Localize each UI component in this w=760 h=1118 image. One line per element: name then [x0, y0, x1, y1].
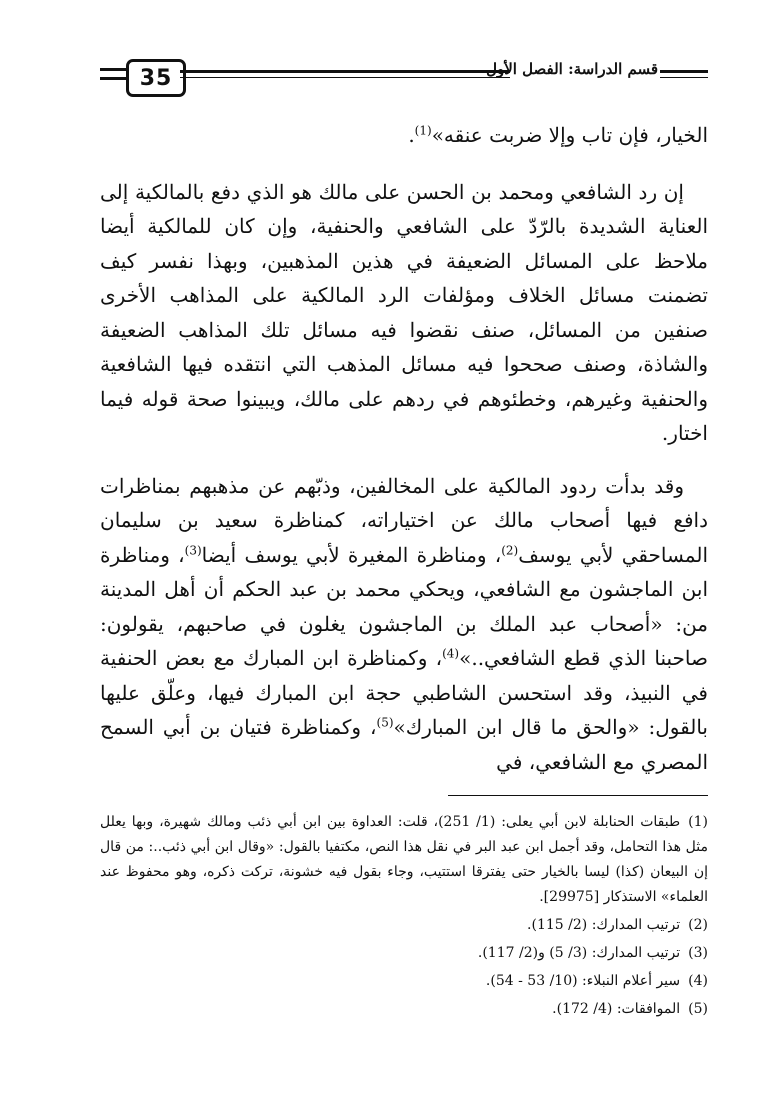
header-rule-left-lower	[100, 77, 126, 80]
p3-part-c: ، ومناظرة ابن الماجشون مع الشافعي، ويحكي محمد بن عبد الحكم أن أهل المدينة من: «أصحاب عبد الملك بن الماجشون يغلون في صاحبهم، يقولون: صاحبنا الذي قطع الشافعي..»	[100, 542, 708, 670]
p1-text: الخيار، فإن تاب وإلا ضربت عنقه»	[431, 123, 708, 147]
footnote-ref-4: (4)	[442, 646, 460, 661]
header-rule-right	[660, 70, 708, 73]
p3-part-d: ، وكمناظرة ابن المبارك مع بعض الحنفية في النبيذ، وقد استحسن الشاطبي حجة ابن المبارك فيها، وعلّق عليها بالقول: «والحق ما قال ابن المبارك»	[100, 646, 708, 739]
p3-part-b: ، ومناظرة المغيرة لأبي يوسف أيضا	[201, 542, 502, 567]
footnote-ref-3: (3)	[184, 542, 202, 557]
footnote-text: ترتيب المدارك: (3/ 5) و(2/ 117).	[477, 945, 681, 961]
header-rule-left	[100, 68, 126, 71]
main-text	[100, 118, 708, 797]
footnote-text: طبقات الحنابلة لابن أبي يعلى: (1/ 251)، قلت: العداوة بين ابن أبي ذئب ومالك شهيرة، وبها يعلل مثل هذا التحامل، وقد أجمل ابن عبد البر في نقل هذا النص، مكتفيا بالقول: «وقال ابن أبي ذئب..: من قال إن البيعان (كذا) ليسا بالخيار حتى يفترقا استتيب، وجاء بقول فيه خشونة، تركت ذكره، وهو محفوظ عند العلماء» الاستذكار [29975].	[100, 814, 708, 905]
header-rule-right-lower	[660, 77, 708, 78]
p1-tail: .	[408, 123, 415, 147]
footnote-ref-2: (2)	[501, 542, 519, 557]
footnote-5	[100, 997, 708, 1022]
footnotes	[100, 810, 708, 1025]
running-head: قسم الدراسة: الفصل الأول	[486, 60, 658, 78]
p3-part-a: وقد بدأت ردود المالكية على المخالفين، وذبّهم عن مذهبهم بمناظرات دافع فيها أصحاب مالك عن اختياراته، كمناظرة سعيد بن سليمان المساحقي لأبي يوسف	[100, 473, 708, 567]
footnote-number: (4)	[688, 973, 708, 989]
page-number: 35	[126, 59, 186, 97]
header-rule-middle	[180, 70, 510, 73]
footnote-text: ترتيب المدارك: (2/ 115).	[527, 917, 681, 933]
footnote-ref-5: (5)	[376, 715, 394, 730]
footnote-ref-1: (1)	[414, 123, 432, 138]
p3-part-e: ، وكمناظرة فتيان بن أبي السمح المصري مع الشافعي، في	[100, 715, 708, 774]
footnote-1	[100, 810, 708, 910]
footnote-number: (5)	[688, 1001, 708, 1017]
paragraph-2: إن رد الشافعي ومحمد بن الحسن على مالك هو الذي دفع بالمالكية إلى العناية الشديدة بالرّدّ على الشافعي والحنفية، وإن كان للمالكية أيضا ملاحظ على المسائل الضعيفة في هذين المذهبين، وبهذا نفسر كيف تضمنت مسائل الخلاف ومؤلفات الرد المالكية على المذاهب الأخرى صنفين من المسائل، صنف نقضوا فيه مسائل تلك المذاهب الضعيفة والشاذة، وصنف صححوا فيه مسائل المذهب التي انتقده فيها الشافعية والحنفية وغيرهم، وخطئوهم في ردهم على مالك، ويبينوا صحة قوله فيما اختار.	[100, 179, 708, 445]
footnote-text: الموافقات: (4/ 172).	[552, 1001, 681, 1017]
header-rule-middle-lower	[180, 77, 510, 78]
page-header	[0, 0, 760, 110]
paragraph-3	[100, 469, 708, 780]
footnote-separator	[448, 795, 708, 796]
footnote-text: سير أعلام النبلاء: (10/ 53 - 54).	[485, 973, 681, 989]
footnote-number: (2)	[688, 917, 708, 933]
paragraph-1	[100, 118, 708, 153]
footnote-2	[100, 913, 708, 938]
footnote-3	[100, 941, 708, 966]
footnote-number: (1)	[688, 814, 708, 830]
footnote-4	[100, 969, 708, 994]
footnote-number: (3)	[688, 945, 708, 961]
